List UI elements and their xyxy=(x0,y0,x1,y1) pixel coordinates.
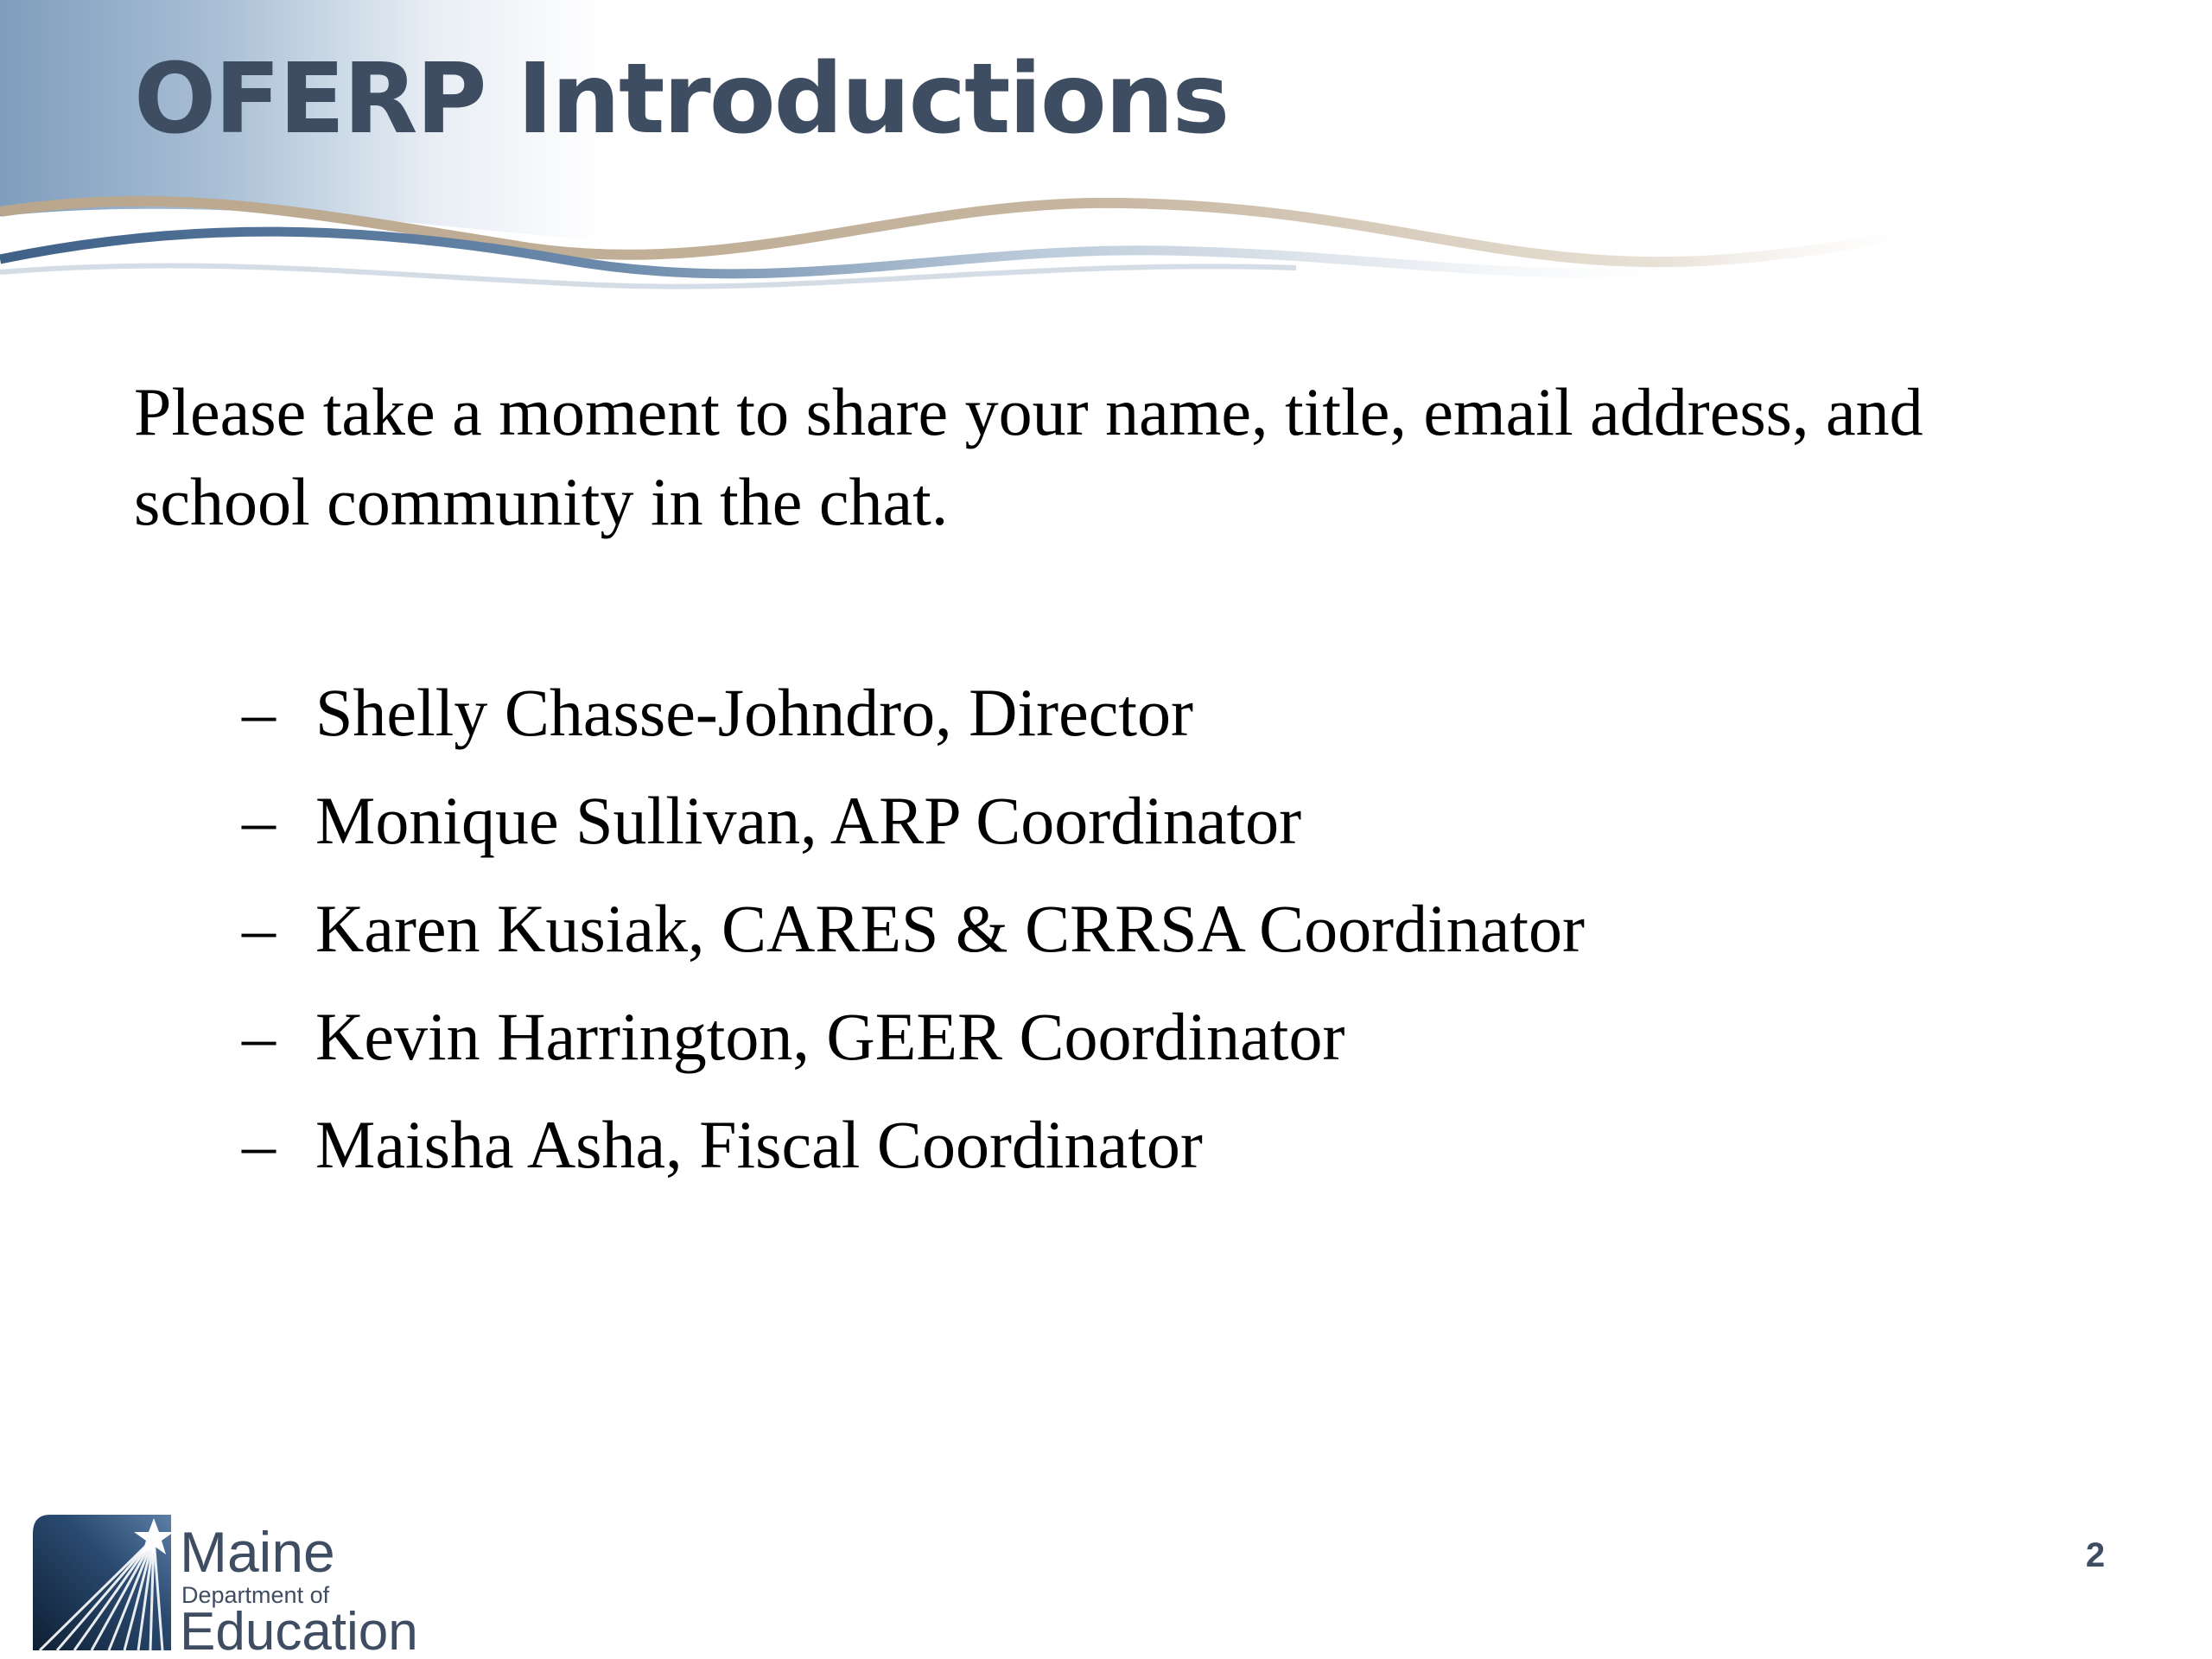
list-dash: – xyxy=(242,999,276,1074)
staff-entry: Maisha Asha, Fiscal Coordinator xyxy=(315,1107,1203,1182)
logo-text-department: Department of xyxy=(181,1582,330,1608)
staff-entry: Monique Sullivan, ARP Coordinator xyxy=(315,783,1302,858)
list-item xyxy=(242,1106,1585,1214)
list-item xyxy=(242,890,1585,998)
star-rays-icon xyxy=(33,1508,175,1650)
staff-list xyxy=(242,674,1585,1214)
list-dash: – xyxy=(242,891,276,966)
list-dash: – xyxy=(242,783,276,858)
logo-text-education: Education xyxy=(180,1602,418,1659)
page-number: 2 xyxy=(2085,1536,2106,1574)
logo-text-maine: Maine xyxy=(180,1520,335,1584)
staff-entry: Kevin Harrington, GEER Coordinator xyxy=(315,999,1345,1074)
list-item xyxy=(242,782,1585,890)
staff-entry: Karen Kusiak, CARES & CRRSA Coordinator xyxy=(315,891,1586,966)
list-item xyxy=(242,998,1585,1106)
slide-title: OFERP Introductions xyxy=(134,43,1229,156)
list-dash: – xyxy=(242,675,276,750)
intro-paragraph: Please take a moment to share your name, title, email address, and school community in the chat. xyxy=(134,374,1923,539)
list-item xyxy=(242,674,1585,782)
list-dash: – xyxy=(242,1107,276,1182)
maine-doe-logo xyxy=(33,1508,465,1659)
staff-entry: Shelly Chasse-Johndro, Director xyxy=(315,675,1193,750)
